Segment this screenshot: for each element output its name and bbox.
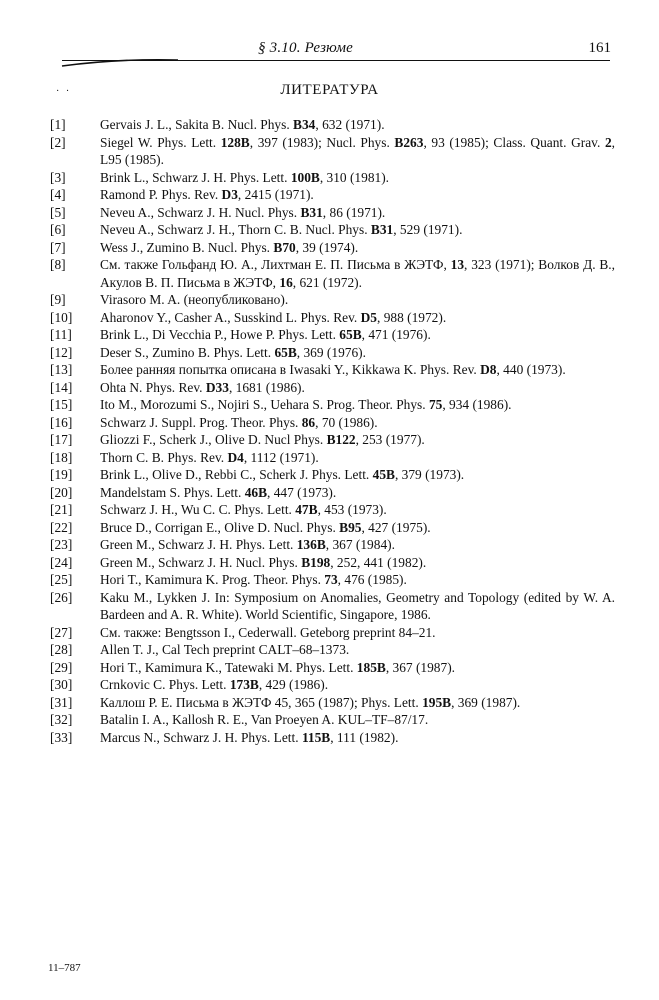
reference-volume: B31: [300, 204, 323, 220]
reference-text: [100, 484, 615, 502]
reference-fragment: , 111 (1982).: [330, 729, 399, 745]
section-title: ЛИТЕРАТУРА: [280, 82, 379, 98]
reference-number: [3]: [50, 169, 66, 185]
reference-item: [50, 309, 615, 327]
reference-number: [26]: [50, 589, 73, 605]
reference-volume: 13: [450, 257, 465, 272]
reference-number: [32]: [50, 712, 73, 727]
reference-number: [5]: [50, 204, 66, 220]
reference-number: [16]: [50, 414, 73, 430]
reference-number: [14]: [50, 379, 73, 395]
reference-number: [22]: [50, 519, 73, 535]
reference-volume: 128B: [220, 134, 250, 150]
reference-volume: B198: [301, 554, 331, 570]
reference-number: [1]: [50, 117, 66, 132]
reference-volume: B122: [326, 432, 356, 447]
reference-fragment: , 379 (1973).: [394, 467, 465, 482]
reference-item: [50, 449, 615, 467]
reference-number: [11]: [50, 327, 72, 342]
reference-volume: D3: [221, 187, 238, 202]
reference-fragment: См. также: Bengtsson I., Cederwall. Geteborg preprint 84–21.: [100, 624, 436, 640]
reference-text: [100, 449, 615, 467]
reference-number: [31]: [50, 694, 73, 710]
reference-fragment: Batalin I. A., Kallosh R. E., Van Proeyen A. KUL–TF–87/17.: [100, 712, 429, 727]
reference-text: [100, 309, 615, 327]
reference-fragment: Более ранняя попытка описана в Iwasaki Y., Kikkawa K. Phys. Rev.: [100, 362, 481, 377]
reference-item: [50, 431, 615, 449]
reference-item: [50, 326, 615, 344]
reference-item: [50, 169, 615, 187]
reference-fragment: , 427 (1975).: [361, 519, 431, 535]
reference-fragment: , 367 (1987).: [385, 659, 456, 675]
reference-item: [50, 659, 615, 677]
reference-volume: D5: [360, 309, 377, 325]
reference-fragment: Virasoro M. A. (неопубликовано).: [100, 292, 289, 307]
reference-item: [50, 571, 615, 589]
reference-item: [50, 589, 615, 624]
reference-number: [18]: [50, 449, 73, 465]
reference-item: [50, 694, 615, 712]
reference-volume: 86: [301, 414, 316, 430]
reference-fragment: , 86 (1971).: [322, 204, 386, 220]
reference-volume: 136B: [296, 537, 326, 552]
reference-text: [100, 116, 615, 134]
reference-fragment: Marcus N., Schwarz J. H. Phys. Lett.: [100, 729, 302, 745]
reference-fragment: , 632 (1971).: [315, 117, 385, 132]
reference-text: [100, 694, 615, 712]
reference-text: [100, 676, 615, 694]
reference-volume: 65B: [339, 327, 362, 342]
reference-fragment: Ohta N. Phys. Rev.: [100, 379, 206, 395]
reference-fragment: , 93 (1985); Class. Quant. Grav.: [423, 134, 605, 150]
reference-fragment: , 252, 441 (1982).: [330, 554, 427, 570]
reference-number: [6]: [50, 222, 66, 237]
reference-fragment: Green M., Schwarz J. H. Phys. Lett.: [100, 537, 297, 552]
reference-text: [100, 361, 615, 379]
reference-fragment: , 447 (1973).: [267, 484, 337, 500]
reference-volume: 173B: [229, 677, 259, 692]
reference-item: [50, 186, 615, 204]
reference-fragment: Siegel W. Phys. Lett.: [100, 134, 221, 150]
reference-item: [50, 554, 615, 572]
reference-fragment: , 39 (1974).: [295, 239, 359, 255]
reference-item: [50, 116, 615, 134]
reference-fragment: , L95 (1985).: [100, 134, 615, 167]
reference-text: [100, 186, 615, 204]
reference-fragment: Neveu A., Schwarz J. H., Thorn C. B. Nucl. Phys.: [100, 222, 371, 237]
reference-text: [100, 519, 615, 537]
reference-fragment: Hori T., Kamimura K., Tatewaki M. Phys. Lett.: [100, 659, 357, 675]
reference-fragment: Thorn C. B. Phys. Rev.: [100, 449, 228, 465]
page-number: 161: [588, 40, 611, 56]
reference-volume: D8: [480, 362, 497, 377]
reference-text: [100, 501, 615, 519]
reference-text: [100, 396, 615, 414]
reference-item: [50, 501, 615, 519]
reference-item: [50, 484, 615, 502]
reference-number: [12]: [50, 344, 73, 360]
reference-volume: B263: [394, 134, 424, 150]
reference-volume: D33: [205, 379, 229, 395]
reference-item: [50, 379, 615, 397]
reference-text: [100, 221, 615, 239]
reference-fragment: Brink L., Schwarz J. H. Phys. Lett.: [100, 169, 291, 185]
reference-number: [24]: [50, 554, 73, 570]
reference-number: [7]: [50, 239, 66, 255]
reference-text: [100, 729, 615, 747]
reference-text: [100, 256, 615, 291]
reference-item: [50, 414, 615, 432]
reference-number: [4]: [50, 187, 66, 202]
margin-dots: · ·: [56, 86, 72, 97]
reference-item: [50, 239, 615, 257]
printer-signature-mark: 11–787: [48, 962, 81, 974]
reference-item: [50, 291, 615, 309]
reference-text: [100, 536, 615, 554]
reference-fragment: , 310 (1981).: [319, 169, 390, 185]
reference-number: [8]: [50, 257, 66, 272]
reference-fragment: , 988 (1972).: [377, 309, 447, 325]
reference-fragment: Gervais J. L., Sakita B. Nucl. Phys.: [100, 117, 294, 132]
reference-fragment: Schwarz J. H., Wu C. C. Phys. Lett.: [100, 502, 296, 517]
reference-text: [100, 641, 615, 659]
reference-fragment: , 429 (1986).: [258, 677, 329, 692]
reference-fragment: Hori T., Kamimura K. Prog. Theor. Phys.: [100, 572, 325, 587]
reference-item: [50, 676, 615, 694]
reference-text: [100, 554, 615, 572]
reference-text: [100, 431, 615, 449]
reference-volume: D4: [227, 449, 244, 465]
reference-fragment: Aharonov Y., Casher A., Susskind L. Phys. Rev.: [100, 309, 361, 325]
reference-volume: 185B: [356, 659, 386, 675]
reference-fragment: , 440 (1973).: [496, 362, 566, 377]
reference-fragment: Allen T. J., Cal Tech preprint CALT–68–1373.: [100, 642, 350, 657]
reference-volume: B31: [370, 222, 394, 237]
reference-volume: 100B: [290, 169, 320, 185]
reference-text: [100, 571, 615, 589]
reference-item: [50, 344, 615, 362]
reference-item: [50, 536, 615, 554]
reference-fragment: , 369 (1976).: [296, 344, 366, 360]
reference-number: [28]: [50, 642, 73, 657]
reference-fragment: , 471 (1976).: [361, 327, 431, 342]
reference-number: [30]: [50, 677, 73, 692]
reference-number: [23]: [50, 537, 73, 552]
reference-item: [50, 204, 615, 222]
reference-item: [50, 361, 615, 379]
reference-number: [2]: [50, 134, 66, 150]
reference-fragment: , 934 (1986).: [442, 397, 512, 412]
reference-item: [50, 221, 615, 239]
reference-number: [29]: [50, 659, 73, 675]
reference-volume: 75: [428, 397, 443, 412]
reference-fragment: Brink L., Olive D., Rebbi C., Scherk J. Phys. Lett.: [100, 467, 373, 482]
reference-fragment: , 621 (1972).: [292, 274, 362, 290]
reference-fragment: , 323 (1971); Волков Д. В., Акулов В. П. Письма в ЖЭТФ,: [100, 257, 615, 290]
reference-fragment: Ito M., Morozumi S., Nojiri S., Uehara S. Prog. Theor. Phys.: [100, 397, 429, 412]
reference-number: [25]: [50, 572, 73, 587]
reference-volume: 73: [324, 572, 338, 587]
reference-fragment: Schwarz J. Suppl. Prog. Theor. Phys.: [100, 414, 302, 430]
reference-fragment: Каллош Р. Е. Письма в ЖЭТФ 45, 365 (1987); Phys. Lett.: [100, 694, 423, 710]
reference-fragment: , 453 (1973).: [317, 502, 387, 517]
reference-item: [50, 641, 615, 659]
reference-text: [100, 414, 615, 432]
reference-text: [100, 711, 615, 729]
reference-number: [15]: [50, 397, 73, 412]
reference-text: [100, 624, 615, 642]
reference-item: [50, 256, 615, 291]
reference-fragment: , 367 (1984).: [325, 537, 395, 552]
reference-item: [50, 134, 615, 169]
reference-number: [33]: [50, 729, 73, 745]
reference-volume: 46B: [244, 484, 268, 500]
reference-volume: 195B: [422, 694, 452, 710]
reference-list: [50, 116, 615, 746]
reference-fragment: См. также Гольфанд Ю. А., Лихтман Е. П. Письма в ЖЭТФ,: [100, 257, 451, 272]
reference-fragment: Kaku M., Lykken J. In: Symposium on Anomalies, Geometry and Topology (edited by W. A. Bardeen and A. R. White). World Scientific, Singapore, 1986.: [100, 589, 615, 622]
reference-item: [50, 519, 615, 537]
reference-fragment: , 2415 (1971).: [237, 187, 314, 202]
header-rule-flourish: [60, 58, 180, 68]
reference-fragment: Crnkovic C. Phys. Lett.: [100, 677, 230, 692]
reference-item: [50, 711, 615, 729]
reference-volume: B34: [293, 117, 316, 132]
reference-fragment: Mandelstam S. Phys. Lett.: [100, 484, 245, 500]
reference-item: [50, 396, 615, 414]
reference-text: [100, 589, 615, 624]
reference-fragment: Ramond P. Phys. Rev.: [100, 187, 222, 202]
reference-number: [17]: [50, 432, 73, 447]
reference-volume: 47B: [295, 502, 318, 517]
reference-fragment: , 369 (1987).: [451, 694, 521, 710]
reference-fragment: Neveu A., Schwarz J. H. Nucl. Phys.: [100, 204, 301, 220]
reference-fragment: Green M., Schwarz J. H. Nucl. Phys.: [100, 554, 302, 570]
reference-volume: 2: [604, 134, 612, 150]
reference-fragment: Deser S., Zumino B. Phys. Lett.: [100, 344, 275, 360]
reference-number: [27]: [50, 624, 73, 640]
reference-volume: 45B: [372, 467, 395, 482]
reference-text: [100, 204, 615, 222]
reference-number: [20]: [50, 484, 73, 500]
reference-text: [100, 659, 615, 677]
reference-fragment: , 529 (1971).: [393, 222, 463, 237]
reference-text: [100, 466, 615, 484]
reference-item: [50, 466, 615, 484]
reference-volume: B70: [273, 239, 296, 255]
reference-volume: 16: [279, 274, 293, 290]
reference-text: [100, 326, 615, 344]
reference-text: [100, 379, 615, 397]
reference-fragment: Brink L., Di Vecchia P., Howe P. Phys. Lett.: [100, 327, 340, 342]
reference-number: [13]: [50, 362, 73, 377]
reference-fragment: Gliozzi F., Scherk J., Olive D. Nucl Phys.: [100, 432, 327, 447]
reference-text: [100, 344, 615, 362]
reference-fragment: , 1681 (1986).: [228, 379, 305, 395]
running-title: § 3.10. Резюме: [258, 40, 353, 56]
reference-number: [9]: [50, 292, 66, 307]
reference-volume: 115B: [301, 729, 331, 745]
reference-number: [10]: [50, 309, 73, 325]
reference-item: [50, 624, 615, 642]
reference-number: [19]: [50, 467, 73, 482]
reference-item: [50, 729, 615, 747]
reference-fragment: Wess J., Zumino B. Nucl. Phys.: [100, 239, 274, 255]
reference-fragment: , 476 (1985).: [337, 572, 407, 587]
reference-text: [100, 291, 615, 309]
reference-volume: B95: [339, 519, 362, 535]
reference-fragment: , 253 (1977).: [355, 432, 425, 447]
reference-fragment: Bruce D., Corrigan E., Olive D. Nucl. Phys.: [100, 519, 340, 535]
reference-text: [100, 239, 615, 257]
reference-text: [100, 169, 615, 187]
reference-number: [21]: [50, 502, 73, 517]
reference-fragment: , 397 (1983); Nucl. Phys.: [249, 134, 395, 150]
reference-text: [100, 134, 615, 169]
reference-fragment: , 70 (1986).: [315, 414, 378, 430]
reference-volume: 65B: [274, 344, 297, 360]
reference-fragment: , 1112 (1971).: [243, 449, 319, 465]
